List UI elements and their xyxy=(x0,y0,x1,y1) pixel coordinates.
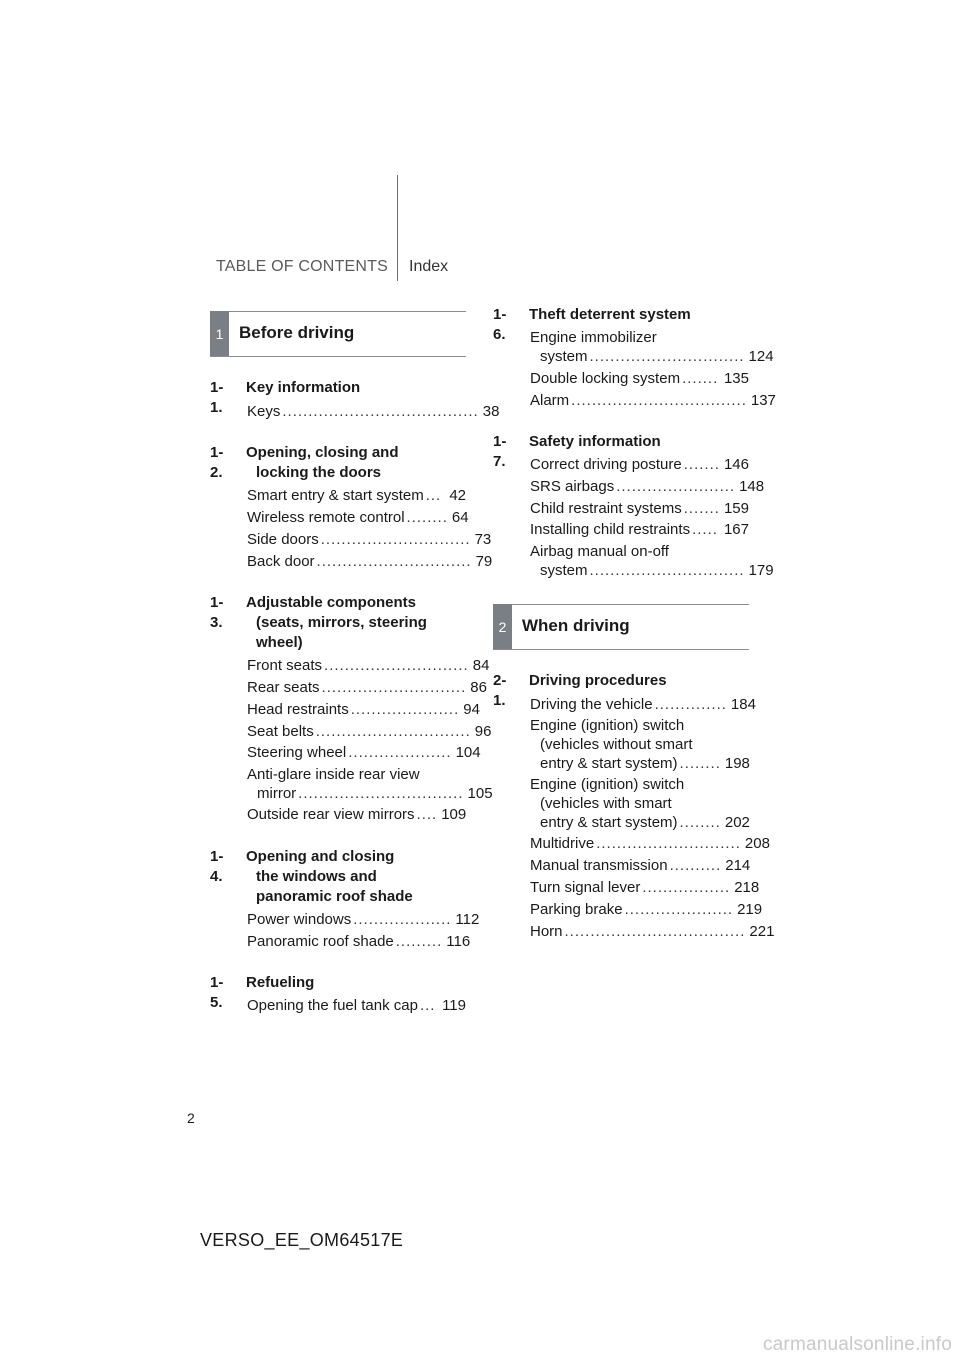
dot-leader: ...................................... xyxy=(282,403,479,420)
chapter-title xyxy=(246,973,314,993)
entry-page-number: 105 xyxy=(467,785,493,802)
dot-leader: ................................ xyxy=(298,785,464,802)
dot-leader: .................... xyxy=(348,744,452,761)
entry-label: Keys xyxy=(247,403,281,420)
dot-leader: ............................ xyxy=(321,679,467,696)
entry-label: Anti-glare inside rear view xyxy=(247,766,420,783)
toc-entry-wireless-remote[interactable] xyxy=(247,508,469,527)
toc-entry-installing-child[interactable] xyxy=(530,520,749,539)
toc-entry-child-systems[interactable] xyxy=(530,499,749,518)
entry-label: Engine (ignition) switch xyxy=(530,776,685,793)
entry-label: Rear seats xyxy=(247,679,320,696)
section-header-before-driving xyxy=(210,311,466,357)
section-rule-top xyxy=(493,604,749,605)
entry-label: Airbag manual on-off xyxy=(530,543,669,560)
nav-divider xyxy=(397,175,398,281)
entry-page-number: 96 xyxy=(474,723,492,740)
entry-label: Power windows xyxy=(247,911,352,928)
dot-leader: ..................... xyxy=(624,901,734,918)
section-rule-bottom xyxy=(493,649,749,650)
dot-leader: ......... xyxy=(395,933,443,950)
entry-page-number: 112 xyxy=(455,911,480,928)
toc-entry-smart-entry[interactable] xyxy=(247,486,466,505)
toc-entry-double-locking[interactable] xyxy=(530,369,749,388)
toc-entry-seat-belts[interactable] xyxy=(247,722,492,741)
entry-label: Seat belts xyxy=(247,723,314,740)
table-of-contents-link[interactable]: TABLE OF CONTENTS xyxy=(216,258,389,275)
section-rule-top xyxy=(210,311,466,312)
dot-leader: ............................ xyxy=(324,657,469,674)
toc-entry-driving-vehicle[interactable] xyxy=(530,695,756,714)
section-rule-bottom xyxy=(210,356,466,357)
section-number-badge: 2 xyxy=(493,604,512,650)
dot-leader: .............................. xyxy=(589,562,745,579)
chapter-number: 1-3. xyxy=(210,594,224,631)
entry-page-number: 146 xyxy=(723,456,749,473)
chapter-title-line: Opening and closing xyxy=(246,848,395,865)
toc-entry-rear-seats[interactable] xyxy=(247,678,487,697)
chapter-title-line: panoramic roof shade xyxy=(256,888,413,905)
toc-entry-manual-trans[interactable] xyxy=(530,856,749,875)
chapter-number: 2-1. xyxy=(493,672,507,709)
entry-label: Driving the vehicle xyxy=(530,696,653,713)
dot-leader: ................. xyxy=(642,879,731,896)
dot-leader: .... xyxy=(416,806,438,823)
index-link[interactable]: Index xyxy=(409,258,449,275)
chapter-title xyxy=(246,593,427,653)
entry-page-number: 135 xyxy=(723,370,749,387)
dot-leader: .............................. xyxy=(589,348,745,365)
toc-entry-side-doors[interactable] xyxy=(247,530,492,549)
entry-label: system xyxy=(540,562,588,579)
chapter-number: 1-2. xyxy=(210,444,224,481)
chapter-title xyxy=(529,305,691,325)
dot-leader: ................... xyxy=(353,911,452,928)
chapter-number: 1-4. xyxy=(210,848,224,885)
entry-label: entry & start system) xyxy=(540,755,678,772)
toc-entry-outside-mirrors[interactable] xyxy=(247,805,466,824)
chapter-title-line: Safety information xyxy=(529,433,661,450)
dot-leader: ................................... xyxy=(564,923,746,940)
chapter-title-line: the windows and xyxy=(256,868,377,885)
toc-entry-airbag-switch[interactable] xyxy=(530,542,774,580)
section-title: Before driving xyxy=(239,323,355,342)
document-code: VERSO_EE_OM64517E xyxy=(200,1230,404,1250)
toc-entry-posture[interactable] xyxy=(530,455,749,474)
entry-page-number: 137 xyxy=(750,392,776,409)
dot-leader: .............................. xyxy=(315,723,471,740)
toc-entry-multidrive[interactable] xyxy=(530,834,770,853)
entry-page-number: 218 xyxy=(734,879,760,896)
chapter-number: 1-5. xyxy=(210,974,224,1011)
chapter-title-line: Key information xyxy=(246,379,361,396)
toc-entry-head-restraints[interactable] xyxy=(247,700,480,719)
toc-entry-panoramic-roof[interactable] xyxy=(247,932,471,951)
toc-entry-horn[interactable] xyxy=(530,922,775,941)
entry-label: Steering wheel xyxy=(247,744,347,761)
toc-entry-ignition-without[interactable] xyxy=(530,716,749,773)
dot-leader: ... xyxy=(425,487,442,504)
dot-leader: .......... xyxy=(669,857,722,874)
chapter-title xyxy=(246,443,399,483)
entry-label: Horn xyxy=(530,923,563,940)
chapter-title-line: Driving procedures xyxy=(529,672,667,689)
dot-leader: ....................... xyxy=(616,478,736,495)
entry-label: entry & start system) xyxy=(540,814,678,831)
chapter-title-line: Refueling xyxy=(246,974,315,991)
entry-label: (vehicles with smart xyxy=(540,795,672,812)
entry-page-number: 116 xyxy=(446,933,471,950)
chapter-title xyxy=(529,432,661,452)
entry-label: Multidrive xyxy=(530,835,595,852)
chapter-number: 1-6. xyxy=(493,306,507,343)
dot-leader: ........ xyxy=(406,509,448,526)
entry-page-number: 94 xyxy=(463,701,480,718)
entry-page-number: 202 xyxy=(724,814,750,831)
toc-entry-turn-signal[interactable] xyxy=(530,878,760,897)
section-title: When driving xyxy=(522,616,630,635)
section-header-when-driving xyxy=(493,604,749,650)
dot-leader: ....... xyxy=(683,456,720,473)
section-number-badge: 1 xyxy=(210,311,229,357)
toc-entry-anti-glare[interactable] xyxy=(247,765,493,803)
entry-label: Wireless remote control xyxy=(247,509,405,526)
entry-label: Manual transmission xyxy=(530,857,668,874)
entry-page-number: 219 xyxy=(737,901,763,918)
entry-label: Side doors xyxy=(247,531,319,548)
dot-leader: ..... xyxy=(692,521,718,538)
entry-label: Alarm xyxy=(530,392,570,409)
toc-entry-back-door[interactable] xyxy=(247,552,493,571)
entry-label: Double locking system xyxy=(530,370,681,387)
entry-label: mirror xyxy=(257,785,297,802)
dot-leader: ............................ xyxy=(596,835,741,852)
entry-page-number: 198 xyxy=(724,755,750,772)
toc-entry-steering-wheel[interactable] xyxy=(247,743,481,762)
toc-entry-parking-brake[interactable] xyxy=(530,900,763,919)
dot-leader: .............. xyxy=(654,696,727,713)
dot-leader: .............................. xyxy=(316,553,472,570)
entry-label: system xyxy=(540,348,588,365)
dot-leader: ... xyxy=(419,997,436,1014)
chapter-title-line: Adjustable components xyxy=(246,594,417,611)
entry-page-number: 73 xyxy=(474,531,492,548)
toc-entry-alarm[interactable] xyxy=(530,391,776,410)
page-number: 2 xyxy=(187,1110,195,1126)
entry-page-number: 184 xyxy=(730,696,756,713)
dot-leader: ........ xyxy=(679,755,721,772)
entry-label: Engine (ignition) switch xyxy=(530,717,685,734)
toc-entry-front-seats[interactable] xyxy=(247,656,490,675)
entry-label: Turn signal lever xyxy=(530,879,641,896)
entry-page-number: 167 xyxy=(723,521,749,538)
dot-leader: ....... xyxy=(683,500,720,517)
entry-page-number: 109 xyxy=(441,806,467,823)
entry-label: Engine immobilizer xyxy=(530,329,657,346)
toc-entry-fuel-cap[interactable] xyxy=(247,996,466,1015)
toc-entry-keys[interactable] xyxy=(247,402,500,421)
entry-page-number: 119 xyxy=(442,997,466,1014)
entry-page-number: 124 xyxy=(748,348,774,365)
entry-label: Outside rear view mirrors xyxy=(247,806,415,823)
entry-page-number: 208 xyxy=(744,835,770,852)
entry-label: Parking brake xyxy=(530,901,623,918)
dot-leader: ....... xyxy=(682,370,719,387)
entry-page-number: 179 xyxy=(748,562,774,579)
chapter-title xyxy=(246,378,360,398)
chapter-title-line: (seats, mirrors, steering xyxy=(256,614,427,631)
chapter-title xyxy=(246,847,413,907)
entry-label: Smart entry & start system xyxy=(247,487,424,504)
entry-label: Correct driving posture xyxy=(530,456,682,473)
entry-page-number: 221 xyxy=(749,923,775,940)
entry-page-number: 42 xyxy=(449,487,466,504)
dot-leader: ........ xyxy=(679,814,721,831)
entry-page-number: 38 xyxy=(482,403,500,420)
entry-page-number: 104 xyxy=(455,744,481,761)
entry-label: Opening the fuel tank cap xyxy=(247,997,418,1014)
entry-label: Back door xyxy=(247,553,315,570)
entry-label: Front seats xyxy=(247,657,323,674)
entry-page-number: 214 xyxy=(725,857,751,874)
chapter-title-line: Opening, closing and xyxy=(246,444,399,461)
toc-entry-srs[interactable] xyxy=(530,477,765,496)
watermark: carmanualsonline.info xyxy=(762,1334,952,1355)
toc-entry-power-windows[interactable] xyxy=(247,910,480,929)
entry-label: Head restraints xyxy=(247,701,349,718)
chapter-number: 1-7. xyxy=(493,433,507,470)
entry-label: SRS airbags xyxy=(530,478,615,495)
entry-page-number: 148 xyxy=(739,478,765,495)
entry-label: Installing child restraints xyxy=(530,521,691,538)
chapter-title-line: Theft deterrent system xyxy=(529,306,691,323)
dot-leader: ..................... xyxy=(350,701,460,718)
dot-leader: ............................. xyxy=(320,531,471,548)
chapter-title-line: wheel) xyxy=(256,634,303,651)
entry-page-number: 86 xyxy=(470,679,487,696)
chapter-title xyxy=(529,671,667,691)
entry-label: Panoramic roof shade xyxy=(247,933,394,950)
entry-page-number: 159 xyxy=(723,500,749,517)
entry-label: Child restraint systems xyxy=(530,500,682,517)
toc-entry-immobilizer[interactable] xyxy=(530,328,774,366)
chapter-number: 1-1. xyxy=(210,379,224,416)
entry-page-number: 79 xyxy=(475,553,493,570)
entry-label: (vehicles without smart xyxy=(540,736,693,753)
toc-entry-ignition-with[interactable] xyxy=(530,775,749,832)
dot-leader: .................................. xyxy=(571,392,747,409)
chapter-title-line: locking the doors xyxy=(256,464,382,481)
entry-page-number: 84 xyxy=(472,657,490,674)
entry-page-number: 64 xyxy=(451,509,469,526)
